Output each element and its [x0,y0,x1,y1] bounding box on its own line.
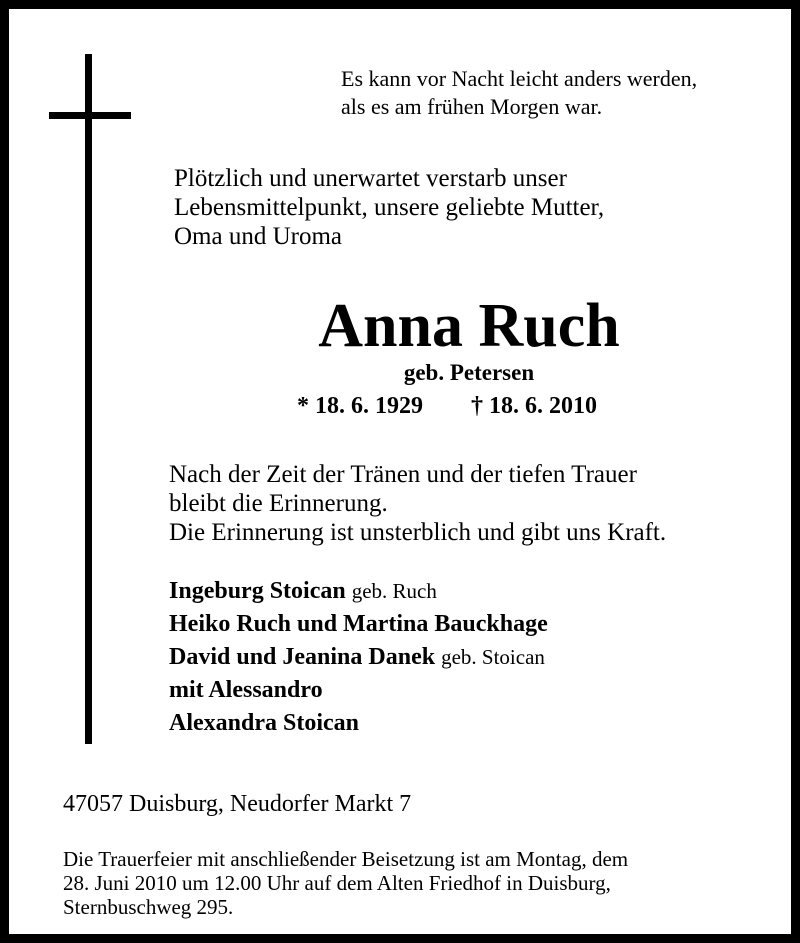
mourner-name: David und Jeanina Danek [169,644,436,670]
motto-line: als es am frühen Morgen war. [341,94,603,119]
remembrance-line: Die Erinnerung ist unsterblich und gibt uns Kraft. [169,519,667,546]
deceased-birth-name: geb. Petersen [403,360,535,385]
cross-icon-vertical-bar [85,54,92,744]
death-date: † 18. 6. 2010 [471,393,597,419]
deceased-name: Anna Ruch [318,292,620,360]
family-address: 47057 Duisburg, Neudorfer Markt 7 [63,791,412,817]
remembrance-text [169,460,666,547]
intro-line: Lebensmittelpunkt, unsere geliebte Mutter, [174,194,605,221]
intro-line: Oma und Uroma [174,223,343,250]
mourner-entry [169,674,548,707]
birth-date: * 18. 6. 1929 [297,393,423,419]
remembrance-line: Nach der Zeit der Tränen und der tiefen Trauer [169,461,637,488]
mourner-birth-note: geb. Ruch [351,579,437,603]
motto-verse [341,65,697,121]
mourner-entry [169,641,548,674]
intro-text [174,164,604,251]
mourner-name: Ingeburg Stoican [169,578,346,604]
life-dates [297,391,597,421]
mourner-name: Heiko Ruch und Martina Bauckhage [169,611,548,637]
mourner-entry [169,575,548,608]
cross-icon-horizontal-bar [49,112,131,119]
mourner-entry [169,707,548,740]
service-line: Die Trauerfeier mit anschließender Beisetzung ist am Montag, dem [63,847,629,871]
mourners-list [169,575,548,740]
remembrance-line: bleibt die Erinnerung. [169,490,388,517]
mourner-birth-note: geb. Stoican [441,645,545,669]
mourner-name: Alexandra Stoican [169,710,360,736]
intro-line: Plötzlich und unerwartet verstarb unser [174,165,567,192]
service-line: 28. Juni 2010 um 12.00 Uhr auf dem Alten Friedhof in Duisburg, [63,871,611,895]
mourner-entry [169,608,548,641]
service-line: Sternbuschweg 295. [63,895,234,919]
funeral-service-info [63,847,628,919]
mourner-name: mit Alessandro [169,677,323,703]
motto-line: Es kann vor Nacht leicht anders werden, [341,66,698,91]
